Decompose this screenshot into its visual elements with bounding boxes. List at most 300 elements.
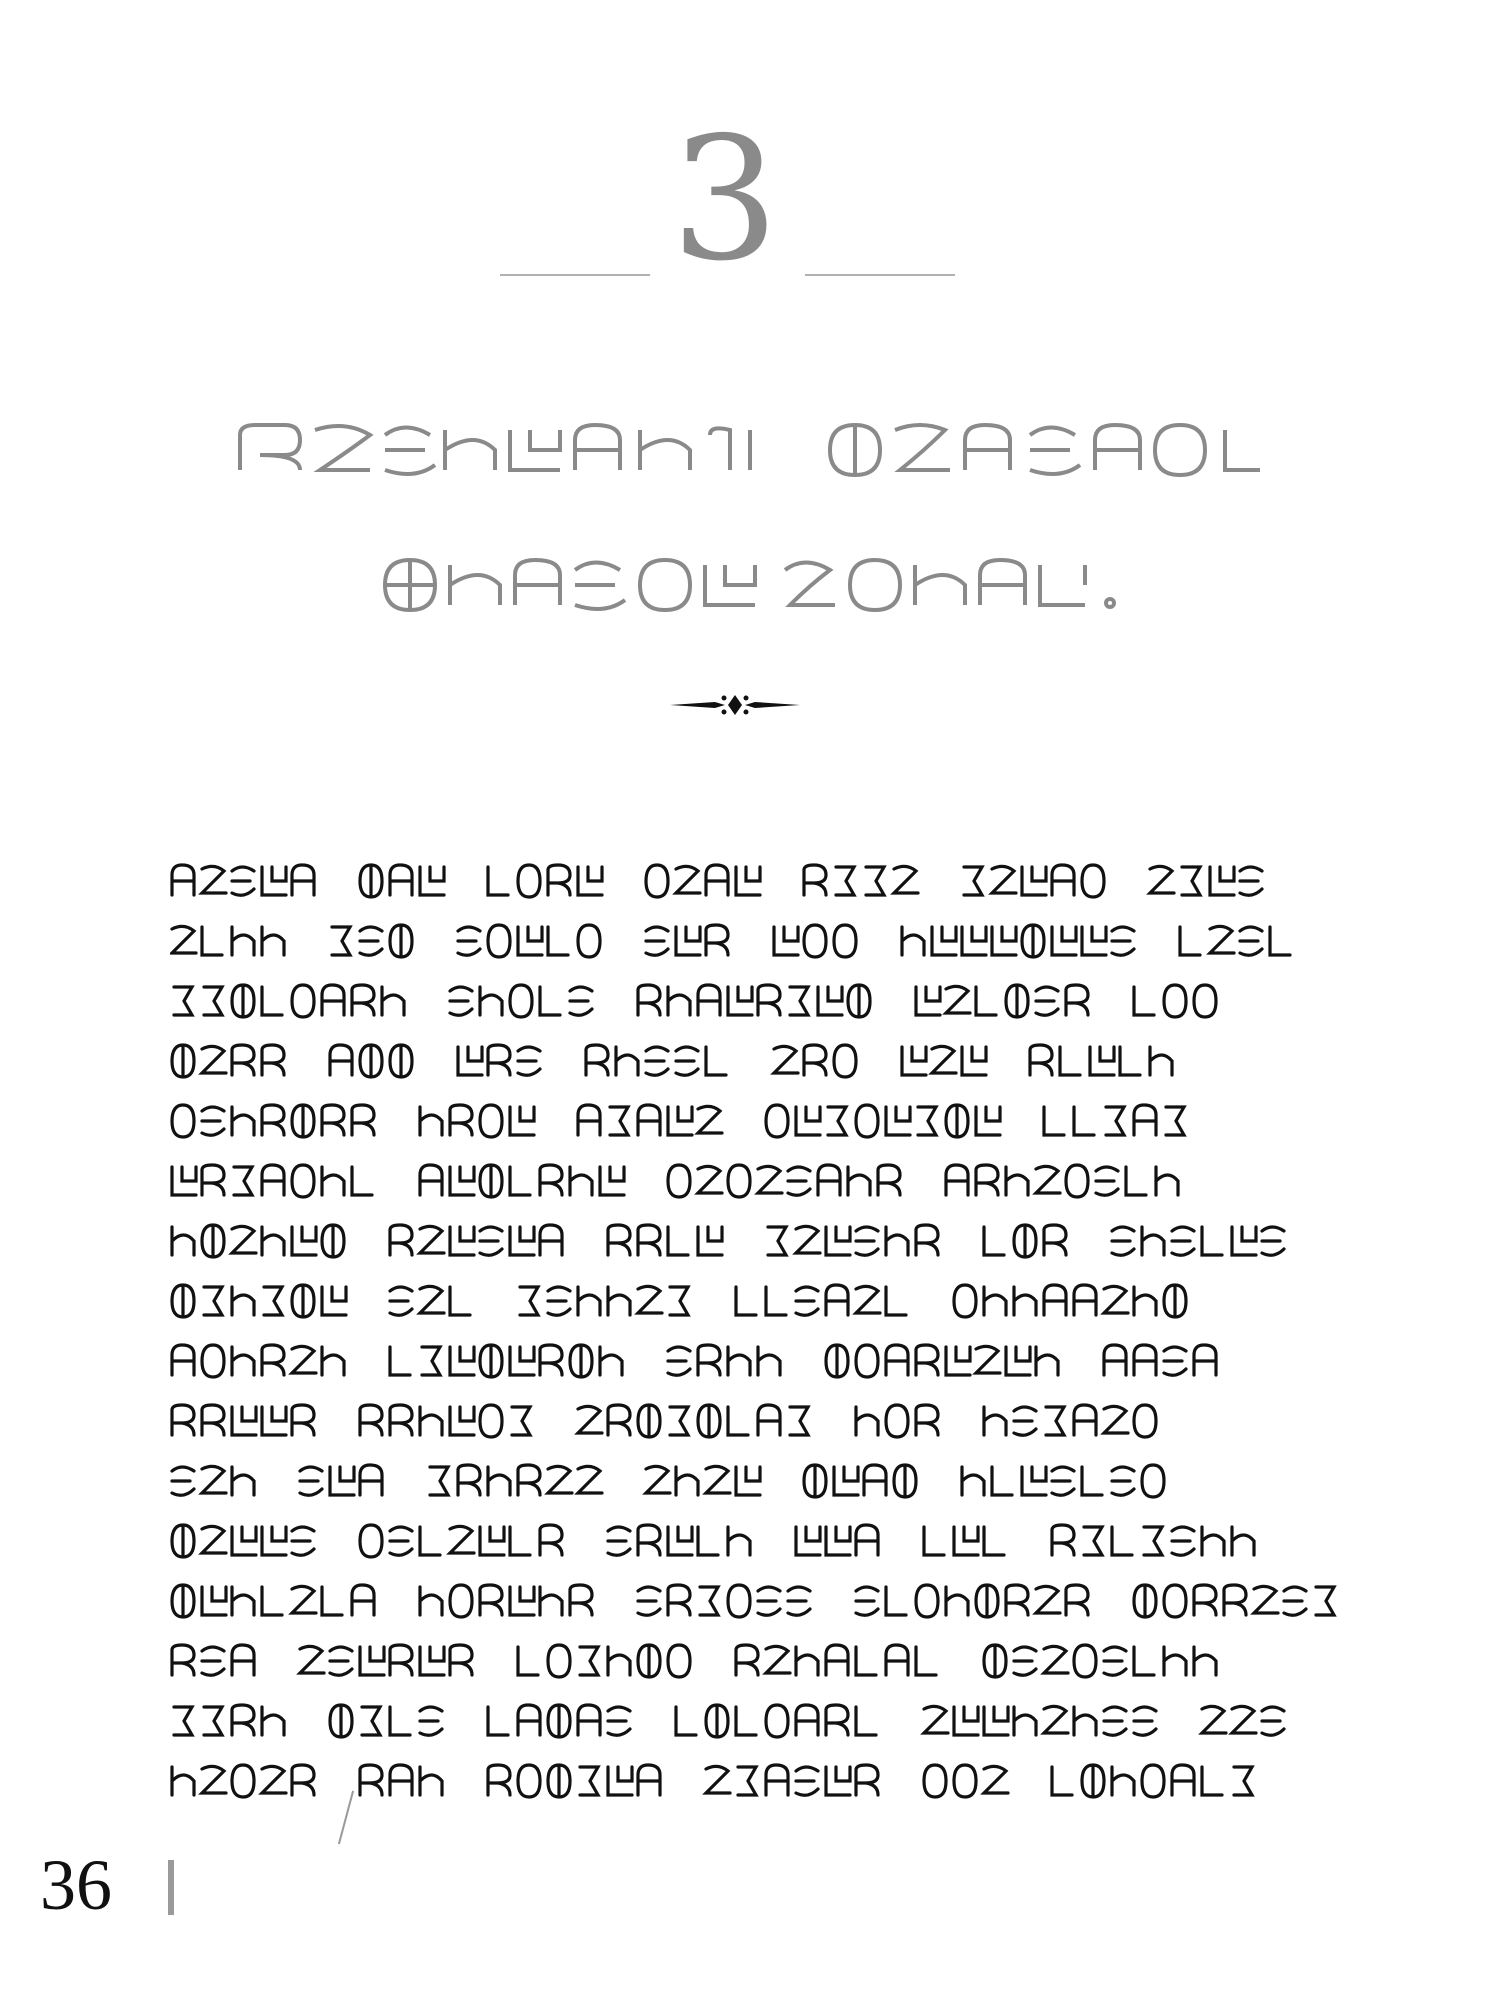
body-glyph	[600, 1347, 622, 1375]
body-glyph	[668, 1347, 690, 1375]
body-glyph	[232, 927, 254, 955]
body-glyph	[352, 1167, 372, 1195]
body-glyph	[420, 1286, 444, 1313]
body-glyph	[1006, 985, 1028, 1017]
body-glyph	[202, 1046, 226, 1073]
body-glyph	[954, 1765, 976, 1797]
body-glyph	[390, 1645, 412, 1675]
body-glyph	[788, 1587, 810, 1615]
body-glyph	[1036, 987, 1058, 1015]
body-glyph	[676, 1707, 696, 1735]
body-glyph	[1066, 1165, 1088, 1197]
body-glyph	[954, 1707, 978, 1735]
body-glyph	[458, 1047, 482, 1075]
body-glyph	[976, 1585, 998, 1617]
body-glyph	[1234, 1767, 1252, 1795]
body-glyph	[420, 1647, 444, 1675]
body-glyph	[728, 987, 752, 1015]
body-glyph	[886, 1227, 908, 1255]
body-glyph	[976, 1107, 1000, 1135]
body-glyph	[1134, 1105, 1156, 1135]
body-glyph	[262, 1707, 284, 1735]
body-glyph	[172, 1525, 194, 1557]
body-glyph	[638, 1105, 660, 1135]
body-glyph	[834, 925, 856, 957]
body-glyph	[1112, 1467, 1134, 1495]
body-glyph	[1104, 1345, 1126, 1375]
body-glyph	[480, 1227, 502, 1255]
body-glyph	[488, 1765, 510, 1795]
body-glyph	[1134, 1585, 1156, 1617]
body-glyph	[292, 865, 314, 895]
body-glyph	[232, 1467, 254, 1495]
body-glyph	[232, 1587, 254, 1615]
body-glyph	[262, 1527, 286, 1555]
body-glyph	[540, 1587, 562, 1615]
body-glyph	[360, 1647, 384, 1675]
body-glyph	[540, 987, 560, 1015]
body-glyph	[856, 1525, 878, 1555]
body-glyph	[1082, 927, 1106, 955]
body-glyph	[1180, 927, 1200, 955]
body-glyph	[202, 1405, 224, 1435]
body-glyph	[992, 866, 1016, 893]
body-glyph	[668, 1165, 690, 1197]
chapter-heading	[500, 101, 960, 310]
body-glyph	[818, 987, 842, 1015]
body-glyph	[172, 1467, 194, 1495]
body-glyph	[638, 1405, 660, 1437]
body-glyph	[262, 1165, 284, 1195]
body-glyph	[202, 1766, 226, 1793]
body-glyph	[480, 1345, 502, 1377]
body-glyph	[864, 1465, 886, 1495]
body-glyph	[518, 1465, 540, 1495]
body-glyph	[450, 1167, 474, 1195]
body-glyph	[796, 1107, 820, 1135]
body-glyph	[608, 1405, 630, 1435]
body-glyph	[322, 1105, 344, 1135]
body-glyph	[360, 1045, 382, 1077]
body-glyph	[1044, 1107, 1064, 1135]
body-glyph	[698, 1166, 722, 1193]
body-glyph	[984, 1766, 1008, 1793]
body-glyph	[262, 1227, 284, 1255]
body-glyph	[1164, 1285, 1186, 1317]
body-glyph	[856, 1227, 878, 1255]
body-glyph	[510, 1587, 534, 1615]
body-glyph	[330, 1705, 352, 1737]
body-glyph	[796, 1767, 818, 1795]
body-glyph	[172, 1767, 194, 1795]
body-glyph	[420, 1407, 442, 1435]
body-glyph	[668, 1527, 692, 1555]
body-glyph	[578, 1287, 600, 1315]
body-glyph	[360, 865, 382, 897]
body-glyph	[232, 985, 254, 1017]
body-glyph	[848, 985, 870, 1017]
body-glyph	[1126, 1167, 1146, 1195]
body-glyph	[924, 1527, 944, 1555]
body-glyph	[232, 1045, 254, 1075]
body-glyph	[570, 1345, 592, 1377]
body-glyph	[450, 1105, 472, 1135]
body-glyph	[758, 1347, 780, 1375]
body-glyph	[804, 1465, 826, 1497]
body-glyph	[1194, 1585, 1216, 1615]
body-glyph	[1006, 1585, 1028, 1615]
body-glyph	[758, 1587, 780, 1615]
body-glyph	[804, 925, 826, 957]
body-glyph	[458, 1465, 480, 1495]
ornament-divider	[670, 690, 800, 720]
body-glyph	[828, 1107, 846, 1135]
body-glyph	[292, 1285, 314, 1317]
body-glyph	[232, 1765, 254, 1797]
body-glyph	[676, 1047, 698, 1075]
body-glyph	[390, 1347, 410, 1375]
body-glyph	[1142, 1465, 1164, 1497]
body-glyph	[420, 1165, 442, 1195]
body-glyph	[518, 865, 540, 897]
body-glyph	[992, 927, 1016, 955]
body-glyph	[790, 1407, 808, 1435]
body-glyph	[736, 1645, 758, 1675]
body-glyph	[234, 1167, 252, 1195]
body-glyph	[976, 1346, 1000, 1373]
body-glyph	[1270, 927, 1290, 955]
body-glyph	[292, 985, 314, 1017]
body-glyph	[1014, 1225, 1036, 1257]
body-glyph	[292, 1227, 316, 1255]
body-glyph	[420, 1527, 440, 1555]
body-glyph	[360, 927, 382, 955]
body-glyph	[390, 1287, 412, 1315]
body-glyph	[1316, 1587, 1334, 1615]
body-glyph	[1182, 867, 1200, 895]
body-glyph	[390, 1405, 412, 1435]
body-glyph	[856, 1407, 878, 1435]
body-glyph	[796, 1705, 818, 1735]
body-glyph	[818, 1165, 840, 1195]
body-glyph	[932, 927, 956, 955]
body-glyph	[1142, 1765, 1164, 1797]
body-glyph	[518, 1765, 540, 1797]
body-glyph	[1164, 1647, 1186, 1675]
body-glyph	[488, 867, 508, 895]
body-glyph	[758, 1405, 780, 1435]
body-glyph	[578, 1406, 602, 1433]
body-glyph	[638, 1645, 660, 1677]
body-glyph	[1084, 1527, 1102, 1555]
body-glyph	[774, 927, 798, 955]
body-glyph	[1104, 1406, 1128, 1433]
body-glyph	[420, 1587, 442, 1615]
body-glyph	[668, 1585, 690, 1615]
body-glyph	[172, 1167, 196, 1195]
body-glyph	[698, 1106, 722, 1133]
body-glyph	[758, 1166, 782, 1193]
body-glyph	[946, 986, 970, 1013]
body-glyph	[1194, 985, 1216, 1017]
body-glyph	[548, 927, 568, 955]
body-glyph	[646, 865, 668, 897]
body-glyph	[362, 1707, 380, 1735]
body-glyph	[292, 1165, 314, 1197]
body-glyph	[1074, 1107, 1094, 1135]
body-glyph	[450, 1287, 470, 1315]
chapter-title-line-1	[230, 420, 1270, 480]
body-glyph	[1066, 985, 1088, 1015]
body-glyph	[1074, 1405, 1096, 1435]
body-glyph	[510, 985, 532, 1017]
body-glyph	[856, 1765, 878, 1795]
body-glyph	[262, 1587, 282, 1615]
body-glyph	[1090, 1047, 1114, 1075]
body-glyph	[518, 1647, 538, 1675]
body-glyph	[512, 1407, 530, 1435]
body-glyph	[638, 985, 660, 1015]
body-glyph	[518, 1047, 540, 1075]
body-glyph	[420, 1707, 442, 1735]
body-glyph	[706, 1047, 726, 1075]
body-glyph	[826, 1285, 848, 1315]
body-glyph	[1112, 1527, 1132, 1555]
body-glyph	[292, 1586, 316, 1613]
body-glyph	[954, 1285, 976, 1317]
body-glyph	[232, 1645, 254, 1675]
body-glyph	[390, 1527, 412, 1555]
body-glyph	[766, 1646, 790, 1673]
body-glyph	[390, 1707, 410, 1735]
body-glyph	[262, 1105, 284, 1135]
body-glyph	[1052, 865, 1074, 895]
body-glyph	[1164, 985, 1186, 1017]
body-glyph	[510, 1347, 534, 1375]
body-glyph	[1254, 1586, 1278, 1613]
body-glyph	[834, 1467, 858, 1495]
body-glyph	[668, 1227, 688, 1255]
body-glyph	[1022, 925, 1044, 957]
body-glyph	[646, 927, 668, 955]
body-glyph	[916, 987, 940, 1015]
body-glyph	[1014, 1287, 1036, 1315]
body-glyph	[420, 867, 444, 895]
body-glyph	[886, 1405, 908, 1437]
body-glyph	[202, 866, 226, 893]
body-glyph	[766, 1705, 788, 1737]
body-glyph	[698, 985, 720, 1015]
body-glyph	[984, 1527, 1004, 1555]
body-glyph	[946, 1105, 968, 1137]
body-glyph	[548, 1287, 570, 1315]
body-glyph	[548, 1645, 570, 1677]
body-glyph	[332, 927, 350, 955]
body-glyph	[570, 1585, 592, 1615]
body-glyph	[916, 1345, 938, 1375]
body-glyph	[390, 865, 412, 895]
body-glyph	[264, 1287, 282, 1315]
body-glyph	[1044, 1706, 1068, 1733]
body-glyph	[450, 987, 472, 1015]
body-glyph	[390, 1045, 412, 1077]
body-glyph	[262, 1766, 286, 1793]
body-glyph	[1074, 1285, 1096, 1315]
body-text-block	[170, 855, 1355, 1815]
body-glyph	[262, 1407, 286, 1435]
body-glyph	[480, 1527, 504, 1555]
body-glyph	[510, 1527, 530, 1555]
body-glyph	[548, 1705, 570, 1737]
chapter-rule-left	[500, 274, 650, 276]
body-glyph	[300, 1646, 324, 1673]
body-glyph	[292, 1405, 314, 1435]
body-glyph	[984, 1287, 1006, 1315]
body-glyph	[1240, 927, 1262, 955]
body-glyph	[646, 1466, 670, 1493]
body-glyph	[984, 1407, 1006, 1435]
body-glyph	[608, 1767, 632, 1795]
body-glyph	[420, 1226, 444, 1253]
body-glyph	[1172, 1527, 1194, 1555]
body-glyph	[608, 1707, 630, 1735]
body-glyph	[856, 1647, 876, 1675]
body-glyph	[232, 1705, 254, 1735]
body-glyph	[932, 1046, 956, 1073]
body-glyph	[698, 1405, 720, 1437]
body-glyph	[796, 1527, 820, 1555]
page-number-rule	[168, 1860, 174, 1915]
body-glyph	[480, 1585, 502, 1615]
body-glyph	[1052, 1525, 1074, 1555]
body-glyph	[292, 1346, 316, 1373]
body-glyph	[1044, 1225, 1066, 1255]
body-glyph	[1134, 1647, 1154, 1675]
body-glyph	[1166, 1107, 1184, 1135]
body-glyph	[570, 987, 592, 1015]
body-glyph	[1134, 987, 1154, 1015]
body-glyph	[202, 1345, 224, 1377]
body-glyph	[916, 1585, 938, 1617]
body-glyph	[984, 1645, 1006, 1677]
body-glyph	[1156, 1167, 1178, 1195]
body-glyph	[480, 1165, 502, 1197]
body-glyph	[736, 1707, 756, 1735]
body-glyph	[1164, 1347, 1186, 1375]
body-glyph	[1210, 926, 1234, 953]
body-glyph	[548, 1765, 570, 1797]
body-glyph	[570, 1167, 592, 1195]
body-glyph	[796, 1287, 818, 1315]
body-glyph	[790, 987, 808, 1015]
body-glyph	[232, 1226, 256, 1253]
body-glyph	[706, 1705, 728, 1737]
body-glyph	[706, 865, 728, 895]
body-glyph	[578, 1105, 600, 1135]
body-glyph	[1104, 1707, 1126, 1735]
body-glyph	[1022, 1467, 1046, 1495]
body-glyph	[330, 1647, 352, 1675]
body-glyph	[796, 1226, 820, 1253]
body-glyph	[698, 1345, 720, 1375]
body-glyph	[902, 1047, 926, 1075]
body-glyph	[736, 1467, 760, 1495]
body-glyph	[1112, 1767, 1134, 1795]
body-glyph	[964, 867, 982, 895]
body-glyph	[360, 1465, 382, 1495]
body-glyph	[984, 1227, 1004, 1255]
body-glyph	[390, 1765, 412, 1795]
body-glyph	[1262, 1707, 1284, 1735]
body-glyph	[886, 1587, 906, 1615]
body-glyph	[918, 1107, 936, 1135]
body-glyph	[204, 1287, 222, 1315]
body-glyph	[856, 1587, 878, 1615]
body-glyph	[578, 1705, 600, 1735]
body-glyph	[488, 1045, 510, 1075]
body-glyph	[1150, 866, 1174, 893]
body-glyph	[510, 1227, 534, 1255]
body-glyph	[450, 1227, 474, 1255]
body-glyph	[232, 1407, 256, 1435]
body-glyph	[420, 1107, 442, 1135]
body-glyph	[580, 1767, 598, 1795]
body-glyph	[924, 1765, 946, 1797]
body-glyph	[1060, 1047, 1080, 1075]
body-glyph	[1144, 1527, 1162, 1555]
body-glyph	[1202, 1227, 1222, 1255]
body-glyph	[450, 1526, 474, 1553]
body-glyph	[202, 1526, 226, 1553]
body-glyph	[1082, 865, 1104, 897]
body-glyph	[1074, 1645, 1096, 1677]
body-glyph	[738, 1767, 756, 1795]
body-glyph	[1036, 1347, 1058, 1375]
body-glyph	[202, 1165, 224, 1195]
body-glyph	[796, 1647, 818, 1675]
body-glyph	[262, 1045, 284, 1075]
body-glyph	[172, 865, 194, 895]
body-glyph	[1202, 1527, 1224, 1555]
body-glyph	[856, 1286, 880, 1313]
body-glyph	[768, 1227, 786, 1255]
body-glyph	[322, 1587, 342, 1615]
body-glyph	[1014, 1407, 1036, 1435]
body-glyph	[804, 1045, 826, 1075]
body-glyph	[1104, 1286, 1128, 1313]
body-glyph	[540, 1525, 562, 1555]
body-glyph	[670, 1287, 688, 1315]
body-glyph	[174, 1707, 192, 1735]
body-glyph	[1014, 1647, 1036, 1675]
body-glyph	[638, 1765, 660, 1795]
body-glyph	[1284, 1587, 1306, 1615]
body-glyph	[450, 1407, 474, 1435]
body-glyph	[172, 926, 196, 953]
body-glyph	[646, 1047, 668, 1075]
body-glyph	[360, 1765, 382, 1795]
body-glyph	[390, 925, 412, 957]
body-glyph	[172, 1585, 194, 1617]
body-glyph	[322, 1225, 344, 1257]
body-glyph	[232, 867, 254, 895]
body-glyph	[540, 1165, 562, 1195]
body-glyph	[174, 987, 192, 1015]
body-glyph	[608, 1527, 630, 1555]
body-glyph	[638, 1525, 660, 1555]
body-glyph	[172, 1045, 194, 1077]
body-glyph	[202, 927, 222, 955]
